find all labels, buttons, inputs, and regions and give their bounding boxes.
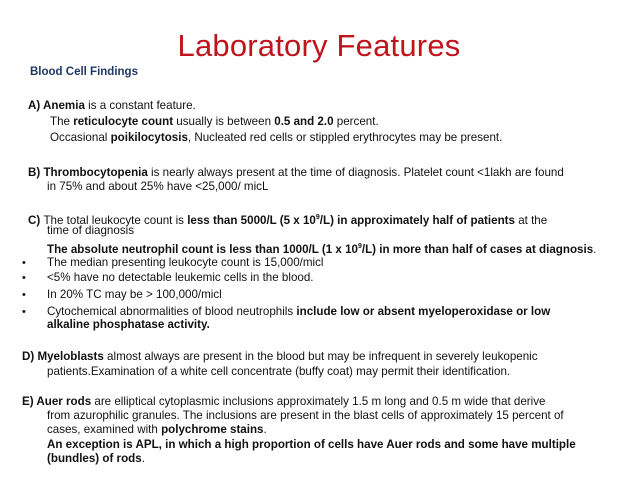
text-run: is nearly always present at the time of diagnosis. Platelet count <1lakh are found: [147, 166, 564, 179]
text-run: at the: [514, 213, 548, 227]
text-run: .: [263, 423, 267, 436]
section-e-line-5: [47, 452, 145, 466]
text-run: The median presenting leukocyte count is 15,000/micl: [47, 256, 324, 269]
section-e-line-4: [47, 438, 576, 452]
text-run: 0.5 and 2.0: [274, 115, 334, 128]
text-run: 9: [357, 243, 362, 250]
bullet-marker: •: [22, 306, 26, 318]
text-run: 9: [315, 214, 320, 221]
text-run: poikilocytosis: [110, 131, 188, 144]
text-run: patients.Examination of a white cell concentrate (buffy coat) may permit their identification.: [47, 365, 511, 378]
text-run: is a constant feature.: [84, 99, 196, 112]
text-run: E) Auer rods: [22, 395, 92, 408]
text-run: Occasional: [50, 131, 111, 144]
text-run: The absolute neutrophil count is less than 1000/L (1 x 10: [47, 242, 358, 256]
text-run: /L) in more than half of cases at diagnosis: [361, 242, 594, 256]
text-run: reticulocyte count: [73, 115, 174, 128]
section-e-line-2: [47, 409, 564, 423]
section-c-line-3: [47, 240, 596, 257]
bullet-4-text-line-2: [47, 318, 210, 332]
text-run: The total leukocyte count is: [43, 213, 188, 227]
bullet-4-text-line-1: [47, 305, 550, 319]
text-run: usually is between: [173, 115, 275, 128]
section-b-line-1: [28, 166, 564, 180]
text-run: C): [28, 213, 44, 227]
bullet-marker: •: [22, 272, 26, 284]
text-run: The: [50, 115, 74, 128]
text-run: B): [28, 166, 44, 179]
text-run: In 20% TC may be > 100,000/micl: [47, 288, 222, 301]
text-run: Anemia: [43, 99, 85, 112]
section-b-line-2: [47, 180, 268, 194]
section-a-line-3: [50, 131, 502, 145]
text-run: cases, examined with: [47, 423, 162, 436]
text-run: D) Myeloblasts: [22, 350, 104, 363]
text-run: An exception is APL, in which a high proportion of cells have Auer rods and some have multiple: [47, 438, 576, 451]
text-run: A): [28, 99, 44, 112]
section-c-line-2: [47, 224, 134, 238]
section-d-line-1: [22, 350, 538, 364]
section-e-line-3: [47, 423, 267, 437]
text-run: almost always are present in the blood but may be infrequent in severely leukopenic: [103, 350, 538, 363]
section-a-line-2: [50, 115, 379, 129]
section-e-line-1: [22, 395, 545, 409]
text-run: Cytochemical abnormalities of blood neutrophils: [47, 305, 297, 318]
text-run: time of diagnosis: [47, 224, 134, 237]
text-run: include low or absent myeloperoxidase or low: [296, 305, 551, 318]
bullet-2-text: [47, 271, 314, 285]
text-run: /L) in approximately half of patients: [319, 213, 515, 227]
text-run: in 75% and about 25% have <25,000/ micL: [47, 180, 269, 193]
text-run: .: [141, 452, 145, 465]
bullet-marker: •: [22, 289, 26, 301]
text-run: alkaline phosphatase activity.: [47, 318, 210, 331]
text-run: <5% have no detectable leukemic cells in the blood.: [47, 271, 314, 284]
text-run: less than 5000/L (5 x 10: [187, 213, 316, 227]
text-run: polychrome stains: [161, 423, 264, 436]
section-a-line-1: [28, 99, 196, 113]
text-run: (bundles) of rods: [47, 452, 142, 465]
page-title: Laboratory Features: [177, 28, 461, 63]
text-run: percent.: [333, 115, 379, 128]
text-run: .: [593, 242, 597, 256]
bullet-marker: •: [22, 257, 26, 269]
text-run: are elliptical cytoplasmic inclusions approximately 1.5 m long and 0.5 m wide that derive: [91, 395, 546, 408]
bullet-3-text: [47, 288, 222, 302]
text-run: from azurophilic granules. The inclusions are present in the blast cells of approximately 15 percent of: [47, 409, 564, 422]
section-d-line-2: [47, 365, 510, 379]
text-run: , Nucleated red cells or stippled erythrocytes may be present.: [187, 131, 503, 144]
section-subtitle: Blood Cell Findings: [30, 66, 138, 78]
text-run: Thrombocytopenia: [43, 166, 148, 179]
bullet-1-text: [47, 256, 323, 270]
